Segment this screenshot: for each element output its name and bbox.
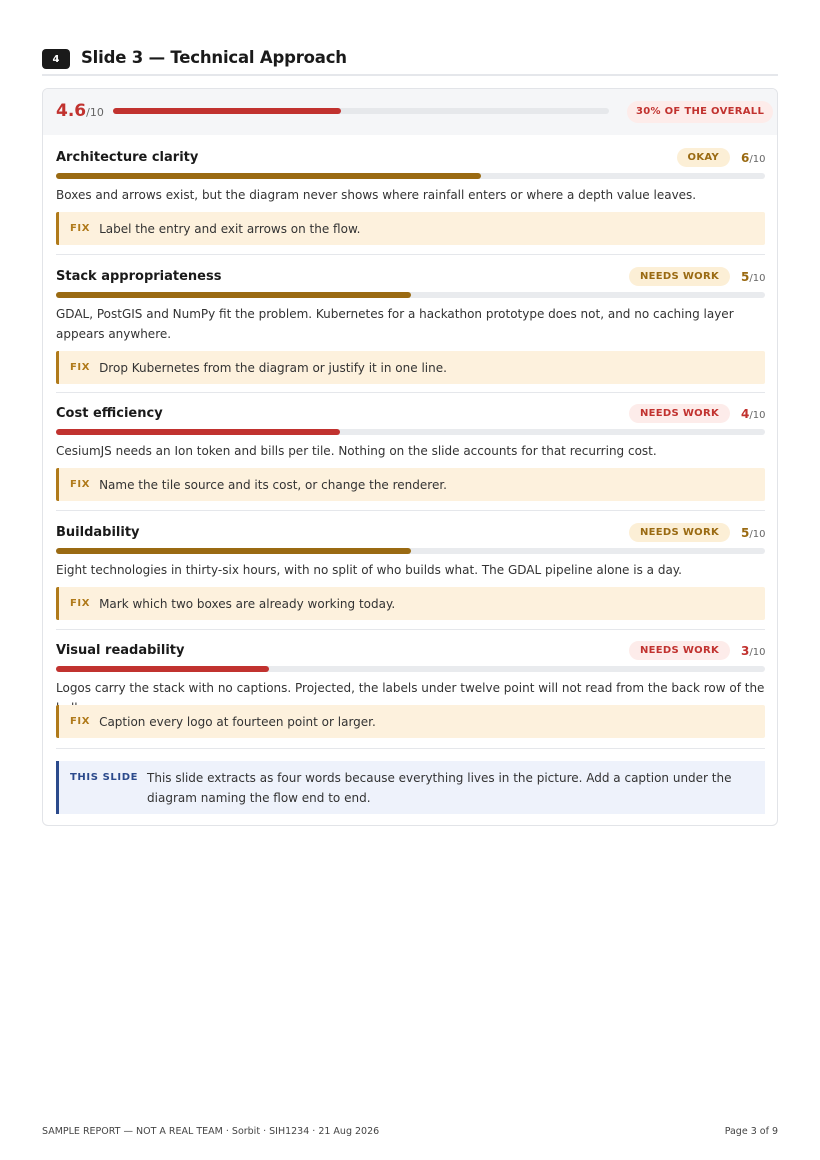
criterion-progress-track: [56, 548, 765, 554]
fix-text: Caption every logo at fourteen point or larger.: [99, 714, 376, 729]
criterion-score: [741, 526, 765, 540]
fix-text: Drop Kubernetes from the diagram or justify it in one line.: [99, 360, 447, 375]
criterion-description: Eight technologies in thirty-six hours, with no split of who builds what. The GDAL pipeline alone is a day.: [56, 563, 682, 577]
slide-number-badge: 4: [42, 49, 70, 69]
criterion-description: Logos carry the stack with no captions. Projected, the labels under twelve point will not read from the back row of the: [56, 681, 765, 695]
criterion-progress-fill: [56, 429, 340, 435]
overall-score-value: 4.6: [56, 101, 87, 121]
criterion-rating: [629, 267, 765, 286]
verdict-badge: OKAY: [677, 148, 730, 167]
score-card: [42, 88, 778, 826]
criterion-progress-fill: [56, 548, 411, 554]
divider: [56, 392, 765, 393]
criterion-score-out-of: /10: [749, 646, 766, 658]
criterion-score: [741, 644, 765, 658]
criterion-name: Buildability: [56, 525, 140, 540]
criterion-score-out-of: /10: [749, 153, 766, 165]
fix-callout: [56, 351, 765, 384]
fix-callout: [56, 705, 765, 738]
fix-label: FIX: [70, 716, 91, 727]
fix-callout: [56, 212, 765, 245]
overall-progress-fill: [113, 108, 341, 114]
criterion-score-value: 5: [741, 525, 750, 540]
criterion-score-value: 4: [741, 406, 750, 421]
criterion-progress-fill: [56, 666, 269, 672]
fix-text: Name the tile source and its cost, or change the renderer.: [99, 477, 447, 492]
criterion-description: Boxes and arrows exist, but the diagram never shows where rainfall enters or where a depth value leaves.: [56, 188, 697, 202]
criterion-progress-track: [56, 292, 765, 298]
page-title: Slide 3 — Technical Approach: [81, 48, 347, 67]
divider: [56, 629, 765, 630]
divider: [56, 254, 765, 255]
slide-note-callout: [56, 761, 765, 814]
criterion-score-out-of: /10: [749, 272, 766, 284]
divider: [56, 748, 765, 749]
criterion-score: [741, 151, 765, 165]
overall-score-out-of: /10: [86, 106, 104, 119]
criterion-rating: [629, 523, 765, 542]
criterion-score: [741, 270, 765, 284]
divider: [56, 510, 765, 511]
criterion-progress-track: [56, 666, 765, 672]
criterion-name: Stack appropriateness: [56, 269, 222, 284]
overall-score: [56, 101, 104, 121]
criterion-rating: [629, 404, 765, 423]
criterion-score-value: 5: [741, 269, 750, 284]
fix-text: Mark which two boxes are already working today.: [99, 596, 396, 611]
criterion-progress-fill: [56, 292, 411, 298]
slide-note-text: This slide extracts as four words because everything lives in the picture. Add a caption under the diagram naming the flow end to end.: [147, 771, 732, 805]
footer-page-number: Page 3 of 9: [724, 1126, 778, 1137]
overall-progress-track: [113, 108, 609, 114]
criterion-description: CesiumJS needs an Ion token and bills per tile. Nothing on the slide accounts for that recurring cost.: [56, 444, 657, 458]
weight-badge: 30% OF THE OVERALL: [627, 101, 773, 123]
overall-score-bar: [43, 89, 777, 135]
fix-label: FIX: [70, 598, 91, 609]
criterion-score-value: 6: [741, 150, 750, 165]
criterion-score-out-of: /10: [749, 528, 766, 540]
fix-label: FIX: [70, 223, 91, 234]
fix-label: FIX: [70, 362, 91, 373]
fix-text: Label the entry and exit arrows on the flow.: [99, 221, 361, 236]
criterion-progress-track: [56, 429, 765, 435]
fix-callout: [56, 587, 765, 620]
criterion-score-out-of: /10: [749, 409, 766, 421]
criterion-score: [741, 407, 765, 421]
criterion-name: Cost efficiency: [56, 406, 163, 421]
criterion-description: GDAL, PostGIS and NumPy fit the problem. Kubernetes for a hackathon prototype does not, and no caching layer appears anywhere.: [56, 307, 734, 341]
verdict-badge: NEEDS WORK: [629, 641, 730, 660]
criterion-score-value: 3: [741, 643, 750, 658]
criterion-progress-fill: [56, 173, 481, 179]
verdict-badge: NEEDS WORK: [629, 523, 730, 542]
criterion-name: Architecture clarity: [56, 150, 199, 165]
fix-callout: [56, 468, 765, 501]
fix-label: FIX: [70, 479, 91, 490]
footer-report-info: SAMPLE REPORT — NOT A REAL TEAM · Sorbit · SIH1234 · 21 Aug 2026: [42, 1126, 380, 1137]
criterion-rating: [677, 148, 765, 167]
criterion-name: Visual readability: [56, 643, 185, 658]
verdict-badge: NEEDS WORK: [629, 404, 730, 423]
verdict-badge: NEEDS WORK: [629, 267, 730, 286]
criterion-rating: [629, 641, 765, 660]
page-header: [42, 46, 778, 76]
slide-note-label: THIS SLIDE: [70, 772, 139, 783]
criterion-progress-track: [56, 173, 765, 179]
